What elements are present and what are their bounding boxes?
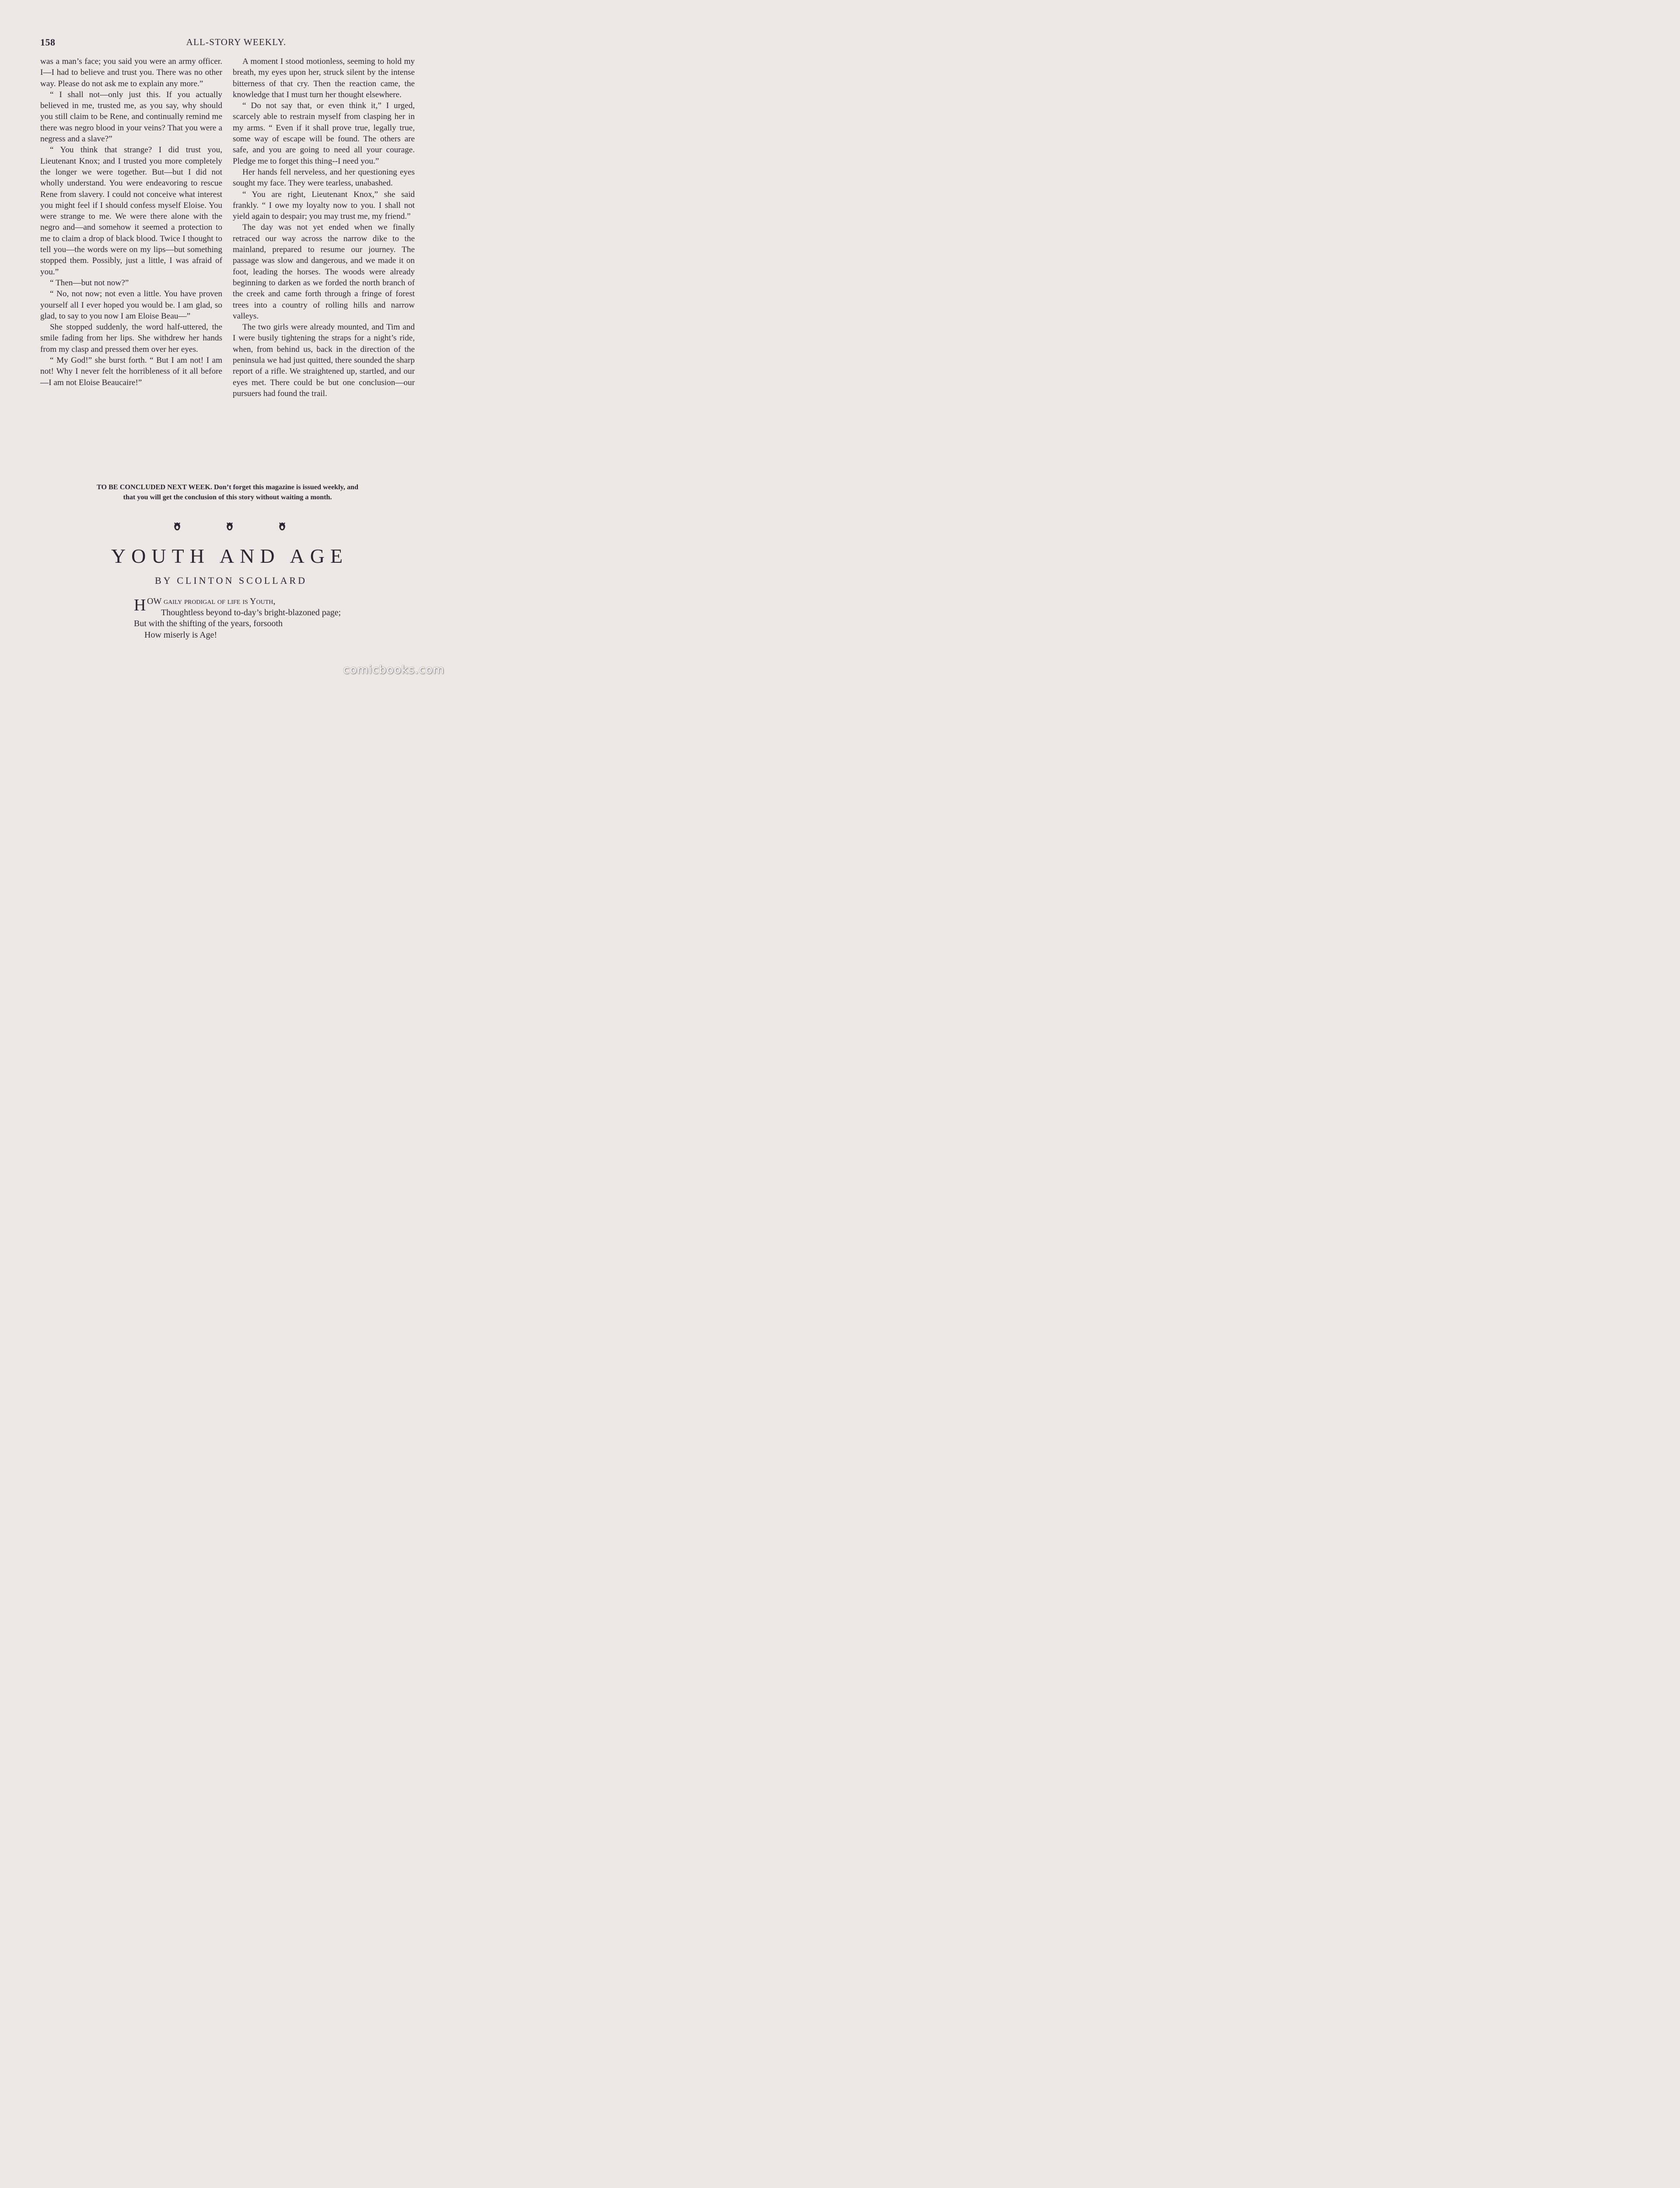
ornament-icon — [278, 522, 286, 531]
poem-body — [134, 596, 414, 641]
poem-line-text: OW gaily prodigal of life is Youth, — [147, 596, 276, 606]
section-ornaments — [0, 522, 455, 533]
paragraph: was a man’s face; you said you were an army officer. I—I had to believe and trust you. There was no other way. Please do not ask me to explain any more.” — [40, 57, 222, 88]
notice-line: that you will get the conclusion of this story without waiting a month. — [123, 493, 332, 501]
right-column — [233, 56, 415, 399]
running-head: ALL-STORY WEEKLY. — [186, 37, 287, 47]
poem-line: But with the shifting of the years, forsooth — [134, 619, 283, 628]
notice-line: TO BE CONCLUDED NEXT WEEK. Don’t forget this magazine is issued weekly, and — [96, 483, 359, 491]
poem-title: YOUTH AND AGE — [111, 545, 349, 567]
page-header — [40, 37, 415, 50]
ornament-icon — [173, 522, 181, 531]
poem-line: How miserly is Age! — [144, 630, 217, 640]
paragraph: A moment I stood motionless, seeming to hold my breath, my eyes upon her, struck silent by the intense bitterness of that cry. Then the reaction came, the knowledge that I must turn her thought elsewhere. — [233, 57, 415, 99]
paragraph: “ Do not say that, or even think it,” I urged, scarcely able to restrain myself from clasping her in my arms. “ Even if it shall prove true, legally true, some way of escape will be found. The others are safe, and you are going to need all your courage. Pledge me to forget this thing--I need you.” — [233, 101, 415, 166]
paragraph: “ Then—but not now?” — [50, 278, 129, 288]
drop-cap: H — [134, 596, 146, 614]
paragraph: “ No, not now; not even a little. You have proven yourself all I ever hoped you would be. I am glad, so glad, to say to you now I am Eloise Beau—” — [40, 289, 222, 321]
poem-byline: BY CLINTON SCOLLARD — [154, 575, 307, 586]
paragraph: Her hands fell nerveless, and her questioning eyes sought my face. They were tearless, unabashed. — [233, 167, 415, 188]
paragraph: The day was not yet ended when we finally retraced our way across the narrow dike to the mainland, prepared to resume our journey. The passage was slow and dangerous, and we made it on foot, leading the horses. The woods were already beginning to darken as we forded the north branch of the creek and came forth through a fringe of forest trees into a country of rolling hills and narrow valleys. — [233, 223, 415, 321]
paragraph: The two girls were already mounted, and Tim and I were busily tightening the straps for a night’s ride, when, from behind us, back in the direction of the peninsula we had just quitted, there sounded the sharp report of a rifle. We straightened up, startled, and our eyes met. There could be but one conclusion—our pursuers had found the trail. — [233, 323, 415, 398]
left-column — [40, 56, 222, 388]
paragraph: “ I shall not—only just this. If you actually believed in me, trusted me, as you say, why should you still claim to be Rene, and continually remind me there was negro blood in your veins? That you were a negress and a slave?” — [40, 90, 222, 144]
page-number: 158 — [40, 37, 56, 48]
watermark: comicbooks.com — [343, 663, 444, 677]
paragraph: “ My God!” she burst forth. “ But I am not! I am not! Why I never felt the horribleness of it all before—I am not Eloise Beaucaire!” — [40, 356, 222, 387]
poem-line: Thoughtless beyond to-day’s bright-blazoned page; — [161, 607, 341, 617]
continuation-notice — [40, 482, 415, 502]
paragraph: “ You are right, Lieutenant Knox,” she said frankly. “ I owe my loyalty now to you. I shall not yield again to despair; you may trust me, my friend.” — [233, 189, 415, 221]
paragraph: “ You think that strange? I did trust you, Lieutenant Knox; and I trusted you more completely the longer we were together. But—but I did not wholly understand. You were endeavoring to rescue Rene from slavery. I could not conceive what interest you might feel if I should confess myself Eloise. You were strange to me. We were there alone with the negro and—and somehow it seemed a protection to me to claim a drop of black blood. Twice I thought to tell you—the words were on my lips—but something stopped them. Possibly, just a little, I was afraid of you.” — [40, 145, 222, 277]
ornament-icon — [226, 522, 234, 531]
paragraph: She stopped suddenly, the word half-uttered, the smile fading from her lips. She withdrew her hands from my clasp and pressed them over her eyes. — [40, 323, 222, 354]
